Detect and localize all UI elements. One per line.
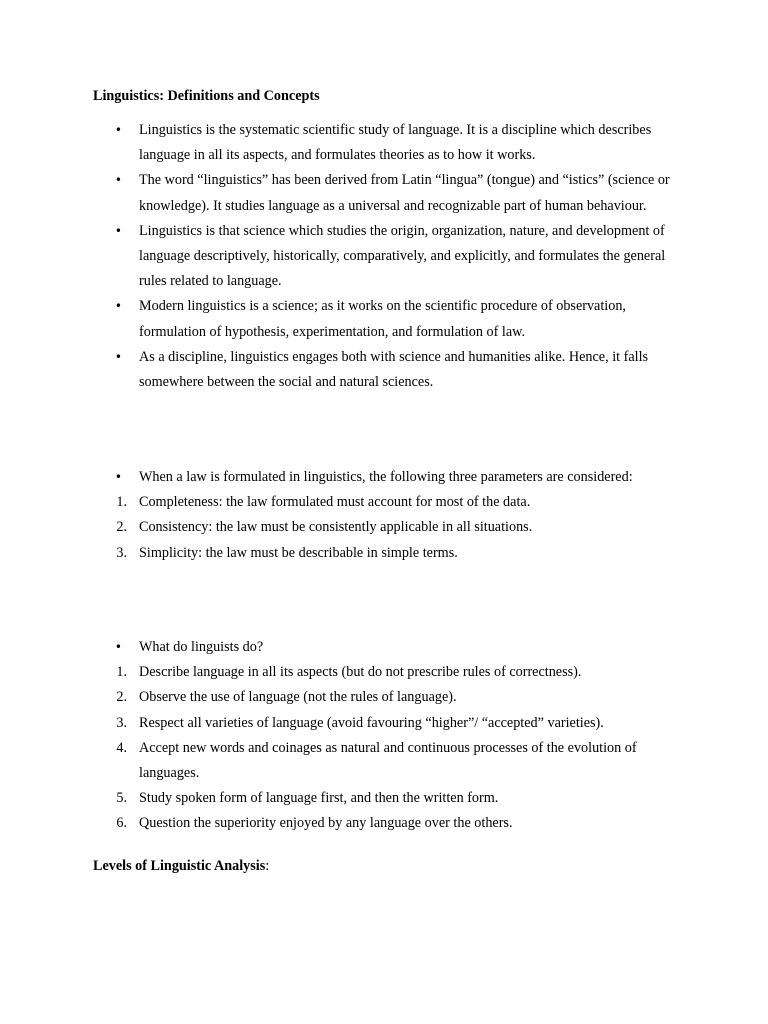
list-item (93, 219, 693, 295)
list-item-text: Respect all varieties of language (avoid favouring “higher”/ “accepted” varieties). (139, 714, 604, 731)
bullet-icon: • (114, 640, 122, 654)
definitions-bullet-list (93, 118, 693, 395)
law-parameters-list (93, 465, 693, 566)
list-item-text: The word “linguistics” has been derived from Latin “lingua” (tongue) and “istics” (science or knowledge). It studies language as a universal and recognizable part of human behaviour. (139, 172, 670, 214)
list-number: 1. (116, 664, 127, 681)
list-item-text: Consistency: the law must be consistently applicable in all situations. (139, 519, 533, 536)
list-item-text: Linguistics is that science which studies the origin, organization, nature, and development of language descriptively, historically, comparatively, and explicitly, and formulates the general rules related to language. (139, 222, 666, 290)
list-item-text: Modern linguistics is a science; as it works on the scientific procedure of observation, formulation of hypothesis, experimentation, and formulation of law. (139, 298, 626, 340)
list-item (93, 786, 693, 811)
list-item-text: What do linguists do? (139, 639, 264, 655)
list-item (93, 711, 693, 736)
list-item-text: Linguistics is the systematic scientific study of language. It is a discipline which describes language in all its aspects, and formulates theories as to how it works. (139, 122, 652, 164)
heading-text: Levels of Linguistic Analysis (93, 858, 266, 874)
list-item-text: Study spoken form of language first, and then the written form. (139, 790, 499, 807)
list-item (93, 515, 693, 540)
list-item-text: When a law is formulated in linguistics, the following three parameters are considered: (139, 469, 633, 485)
list-item (93, 685, 693, 710)
list-number: 1. (116, 494, 127, 511)
list-item-text: Observe the use of language (not the rules of language). (139, 689, 457, 706)
bullet-icon: • (114, 349, 122, 364)
list-number: 3. (116, 544, 127, 561)
list-number: 2. (116, 689, 127, 706)
list-item (93, 541, 693, 566)
list-item (93, 294, 693, 344)
list-item-text: Describe language in all its aspects (but do not prescribe rules of correctness). (139, 664, 582, 681)
list-item (93, 635, 693, 660)
list-item (93, 660, 693, 685)
list-item (93, 118, 693, 168)
list-item (93, 345, 693, 395)
list-item-text: Simplicity: the law must be describable in simple terms. (139, 544, 458, 561)
list-item (93, 811, 693, 836)
heading-levels-of-analysis (93, 856, 269, 876)
list-item-text: As a discipline, linguistics engages both with science and humanities alike. Hence, it falls somewhere between the social and natural sciences. (139, 348, 649, 391)
list-item (93, 465, 693, 490)
list-number: 4. (116, 739, 127, 756)
bullet-icon: • (114, 123, 122, 137)
list-item (93, 490, 693, 515)
bullet-icon: • (114, 470, 122, 484)
heading-definitions: Linguistics: Definitions and Concepts (93, 88, 320, 104)
list-number: 2. (116, 519, 127, 536)
list-number: 3. (116, 714, 127, 731)
list-item-text: Question the superiority enjoyed by any language over the others. (139, 815, 513, 832)
list-item (93, 168, 693, 218)
bullet-icon: • (114, 173, 122, 188)
list-item (93, 736, 693, 786)
bullet-icon: • (114, 299, 122, 314)
list-item-text: Accept new words and coinages as natural and continuous processes of the evolution of languages. (139, 739, 637, 782)
bullet-icon: • (114, 223, 122, 238)
list-number: 6. (116, 815, 127, 832)
linguists-tasks-list (93, 635, 693, 837)
list-item-text: Completeness: the law formulated must account for most of the data. (139, 494, 531, 511)
list-number: 5. (116, 790, 127, 807)
heading-colon: : (265, 858, 270, 874)
